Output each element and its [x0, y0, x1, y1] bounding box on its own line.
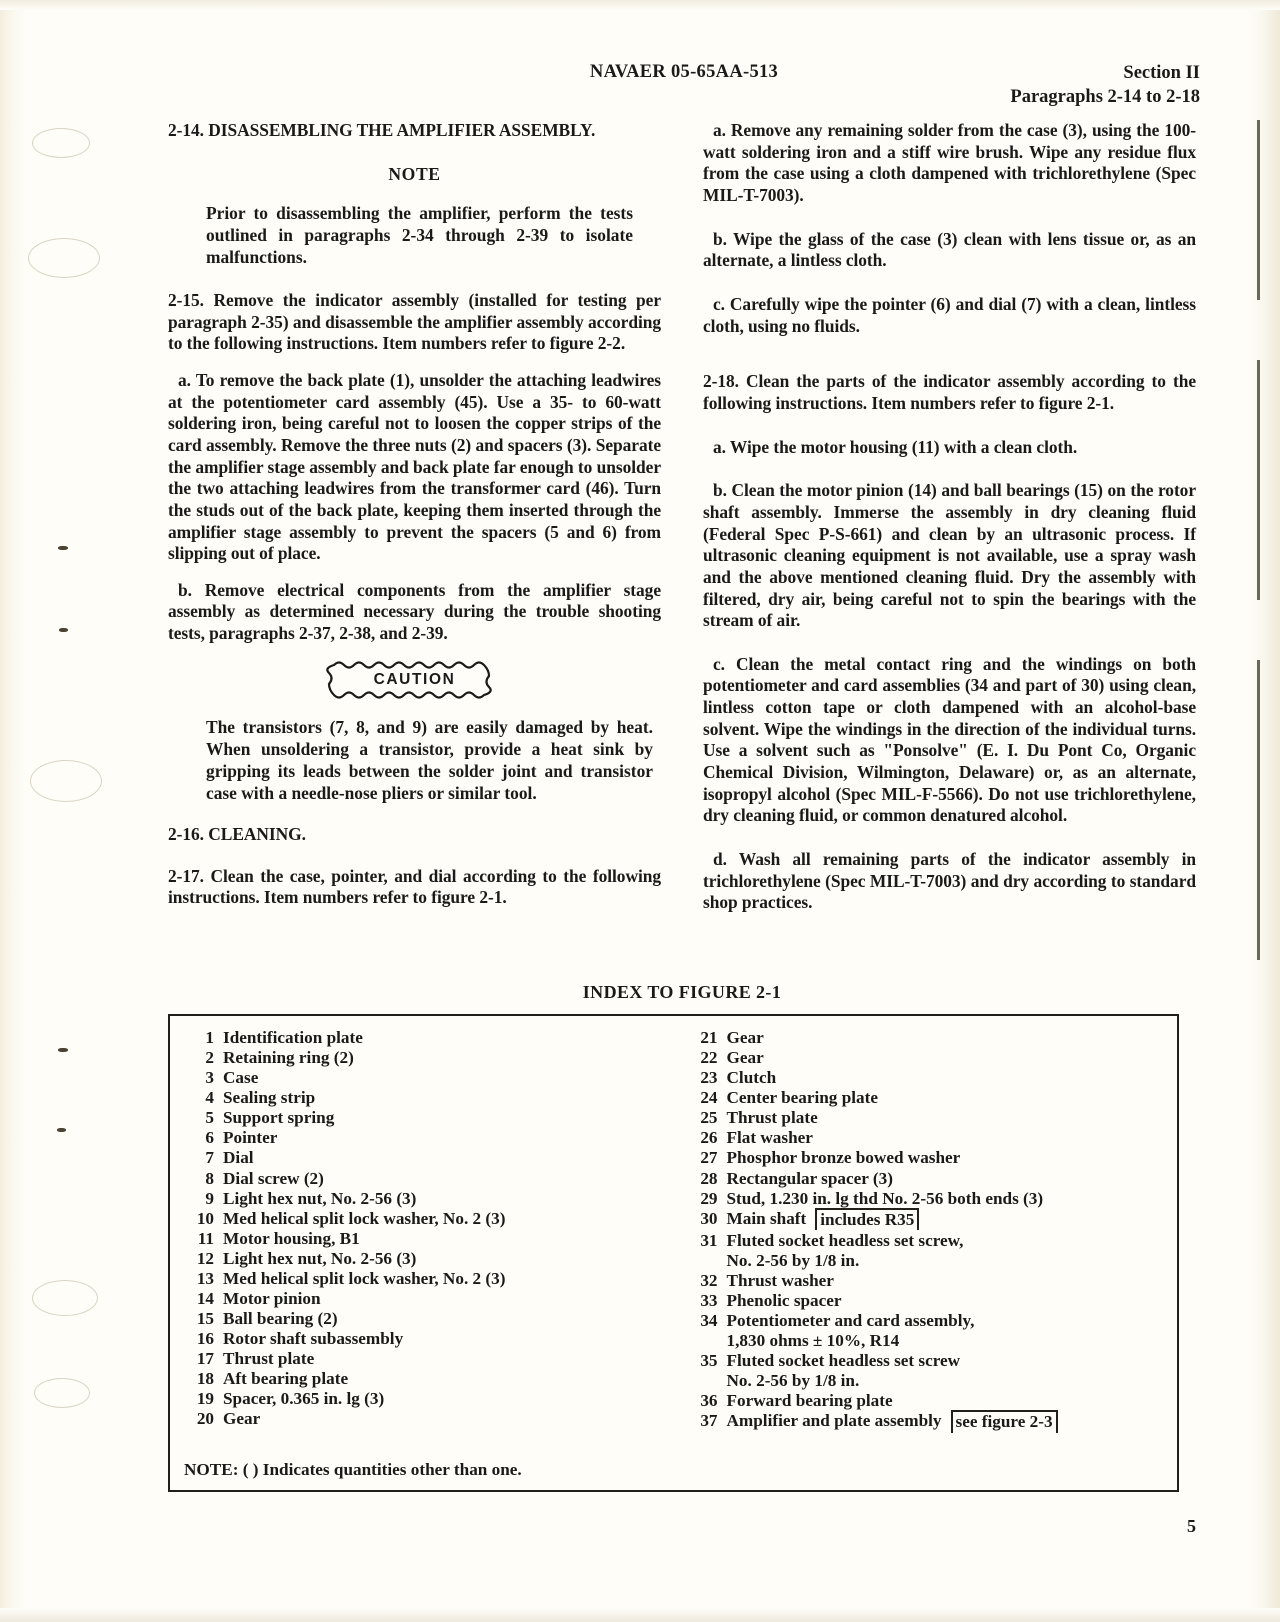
index-item-continuation: No. 2-56 by 1/8 in.	[726, 1250, 860, 1270]
note-label: NOTE	[388, 163, 441, 184]
index-item-row	[184, 1349, 674, 1369]
paragraph-2-15-a: a. To remove the back plate (1), unsolder the attaching leadwires at the potentiometer card assembly (45). Use a 35- to 60-watt soldering iron, being careful not to loosen the copper strips of the card assembly. Remove the three nuts (2) and spacers (3). Separate the amplifier stage assembly and back plate far enough to unsolder the two attaching leadwires from the transformer card (46). Turn the studs out of the back plate, keeping them inserted through the amplifier stage assembly to prevent the spacers (5 and 6) from slipping out of place.	[168, 369, 661, 564]
index-item-label: Forward bearing plate	[726, 1391, 893, 1411]
index-item-label: Identification plate	[223, 1028, 363, 1047]
index-item-row	[688, 1311, 1178, 1331]
index-item-row	[184, 1048, 674, 1068]
index-item-row	[688, 1209, 1178, 1231]
index-item-number: 3	[205, 1068, 214, 1088]
index-columns	[170, 1028, 1177, 1434]
index-item-label: Gear	[223, 1409, 261, 1429]
index-item-number: 16	[196, 1329, 214, 1349]
index-item-continuation: No. 2-56 by 1/8 in.	[726, 1371, 860, 1391]
paragraph-2-18: 2-18. Clean the parts of the indicator assembly according to the following instructions. Item numbers refer to figure 2-1.	[703, 371, 1196, 413]
index-item-label: Retaining ring (2)	[223, 1048, 354, 1068]
index-item-number: 14	[196, 1289, 214, 1309]
paragraph-2-18-b: b. Clean the motor pinion (14) and ball bearings (15) on the rotor shaft assembly. Immerse the assembly in dry cleaning fluid (Federal Spec P-S-661) and clean by an ultrasonic process. If ultrasonic cleaning equipment is not available, use a spray wash and the above mentioned cleaning fluid. Dry the assembly with filtered, dry air, being careful not to spin the bearings with the stream of air.	[703, 480, 1196, 631]
punch-hole-artifact	[34, 1378, 90, 1408]
index-item-label: Light hex nut, No. 2-56 (3)	[223, 1248, 417, 1268]
index-item-row	[688, 1108, 1178, 1128]
index-item-row	[688, 1271, 1178, 1291]
index-item-number: 34	[700, 1311, 718, 1331]
index-item-number: 12	[196, 1248, 214, 1268]
index-item-label: Center bearing plate	[726, 1088, 878, 1108]
page-number: 5	[1187, 1516, 1196, 1536]
index-item-number: 18	[196, 1369, 214, 1389]
right-column	[703, 120, 1196, 929]
index-item-number: 21	[700, 1028, 718, 1047]
heading-2-14: 2-14. DISASSEMBLING THE AMPLIFIER ASSEMBLY.	[168, 120, 596, 140]
index-item-row	[184, 1128, 674, 1148]
index-item-number: 4	[205, 1088, 214, 1108]
index-item-number: 8	[205, 1168, 214, 1188]
index-item-continuation: 1,830 ohms ± 10%, R14	[726, 1331, 900, 1351]
caution-box	[324, 658, 506, 702]
index-item-row	[184, 1269, 674, 1289]
index-item-row	[184, 1068, 674, 1088]
paragraph-2-18-d: d. Wash all remaining parts of the indicator assembly in trichlorethylene (Spec MIL-T-7003) and dry according to standard shop practices.	[703, 849, 1196, 913]
header-paragraph-range: Paragraphs 2-14 to 2-18	[1010, 86, 1200, 107]
index-item-label: Potentiometer and card assembly,	[726, 1311, 975, 1331]
index-item-label: Gear	[726, 1028, 764, 1047]
index-item-row	[184, 1369, 674, 1389]
index-item-number: 37	[700, 1411, 718, 1431]
index-item-label: Flat washer	[726, 1128, 813, 1148]
punch-hole-artifact	[32, 128, 90, 158]
index-item-number: 31	[700, 1230, 718, 1250]
index-item-label: Phosphor bronze bowed washer	[726, 1148, 961, 1168]
index-item-number: 13	[196, 1268, 214, 1288]
index-item-row	[184, 1028, 674, 1048]
index-item-row	[184, 1169, 674, 1189]
index-item-label: Motor pinion	[223, 1289, 321, 1309]
scan-edge-bottom	[0, 1608, 1280, 1622]
header-section-block	[1010, 62, 1200, 109]
caution-label: CAUTION	[373, 670, 456, 688]
index-item-label: Clutch	[726, 1068, 777, 1088]
index-item-number: 2	[205, 1048, 214, 1068]
index-item-label: Pointer	[223, 1128, 278, 1148]
header-section: Section II	[1123, 63, 1200, 83]
index-item-number: 29	[700, 1188, 718, 1208]
index-item-row	[184, 1409, 674, 1429]
index-item-row	[688, 1128, 1178, 1148]
scan-edge-bar-artifact	[1257, 660, 1260, 960]
index-item-row	[184, 1189, 674, 1209]
index-item-number: 11	[197, 1228, 214, 1248]
index-item-row	[184, 1088, 674, 1108]
index-item-label: Med helical split lock washer, No. 2 (3)	[223, 1268, 506, 1288]
scan-edge-left	[0, 0, 26, 1622]
index-item-number: 5	[205, 1108, 214, 1128]
index-item-row	[688, 1028, 1178, 1048]
punch-hole-artifact	[32, 1280, 98, 1316]
index-item-number: 6	[205, 1128, 214, 1148]
paragraph-2-17-c: c. Carefully wipe the pointer (6) and dial (7) with a clean, lintless cloth, using no fluids.	[703, 293, 1196, 336]
index-item-row	[688, 1231, 1178, 1251]
index-item-row	[184, 1329, 674, 1349]
index-item-row	[688, 1169, 1178, 1189]
scan-edge-right	[1246, 0, 1280, 1622]
index-item-number: 20	[196, 1409, 214, 1429]
index-item-label: Med helical split lock washer, No. 2 (3)	[223, 1208, 506, 1228]
index-item-row	[184, 1289, 674, 1309]
caution-box-wrapper	[168, 658, 661, 702]
index-item-row	[184, 1309, 674, 1329]
index-column-left	[170, 1028, 674, 1434]
index-item-label: Motor housing, B1	[223, 1228, 360, 1248]
page-header	[168, 62, 1200, 108]
caution-body: The transistors (7, 8, and 9) are easily damaged by heat. When unsoldering a transistor, provide a heat sink by gripping its leads between the solder joint and transistor case with a needle-nose pliers or similar tool.	[206, 716, 653, 804]
index-item-label: Rotor shaft subassembly	[223, 1329, 404, 1349]
index-item-row	[184, 1209, 674, 1229]
index-item-row	[688, 1048, 1178, 1068]
index-table-inner	[170, 1016, 1177, 1490]
index-table	[168, 1014, 1179, 1492]
index-item-label: Thrust plate	[726, 1108, 818, 1128]
index-item-row	[184, 1108, 674, 1128]
index-item-row	[688, 1189, 1178, 1209]
index-item-label: Gear	[726, 1048, 764, 1068]
index-column-right	[674, 1028, 1178, 1434]
scan-speck-artifact	[59, 628, 68, 632]
index-item-label: Dial screw (2)	[223, 1168, 324, 1188]
scan-speck-artifact	[58, 1048, 68, 1052]
index-item-row	[184, 1249, 674, 1269]
body-columns	[168, 120, 1196, 929]
index-item-number: 10	[196, 1208, 214, 1228]
index-item-label: Spacer, 0.365 in. lg (3)	[223, 1389, 385, 1409]
index-item-label: Stud, 1.230 in. lg thd No. 2-56 both ends (3)	[726, 1188, 1044, 1208]
index-item-row	[184, 1148, 674, 1168]
paragraph-2-17-b: b. Wipe the glass of the case (3) clean with lens tissue or, as an alternate, a lintless cloth.	[703, 228, 1196, 271]
index-item-boxed-note: see figure 2-3	[951, 1410, 1058, 1432]
index-item-label: Dial	[223, 1148, 254, 1168]
index-item-label: Ball bearing (2)	[223, 1309, 338, 1329]
index-item-number: 15	[196, 1309, 214, 1329]
paragraph-2-17-a: a. Remove any remaining solder from the case (3), using the 100-watt soldering iron and a stiff wire brush. Wipe any residue flux from the case using a cloth dampened with trichlorethylene (Spec MIL-T-7003).	[703, 120, 1196, 205]
heading-2-16: 2-16. CLEANING.	[168, 824, 306, 845]
index-item-number: 32	[700, 1270, 718, 1290]
index-item-row	[688, 1351, 1178, 1371]
paragraph-2-17: 2-17. Clean the case, pointer, and dial according to the following instructions. Item numbers refer to figure 2-1.	[168, 865, 661, 908]
index-item-label: Rectangular spacer (3)	[726, 1168, 893, 1188]
index-item-number: 7	[205, 1148, 214, 1168]
scan-speck-artifact	[57, 1128, 66, 1132]
index-item-label: Light hex nut, No. 2-56 (3)	[223, 1188, 417, 1208]
index-item-number: 36	[700, 1391, 718, 1411]
index-item-label: Main shaft	[726, 1208, 807, 1228]
index-item-number: 25	[700, 1108, 718, 1128]
index-item-label: Case	[223, 1068, 259, 1088]
index-title: INDEX TO FIGURE 2-1	[582, 982, 782, 1002]
paragraph-2-18-a: a. Wipe the motor housing (11) with a clean cloth.	[713, 436, 1078, 457]
header-document-number: NAVAER 05-65AA-513	[589, 62, 779, 82]
index-item-number: 22	[700, 1048, 718, 1068]
scan-speck-artifact	[58, 546, 68, 550]
index-item-row	[688, 1088, 1178, 1108]
index-item-number: 28	[700, 1168, 718, 1188]
index-item-row	[688, 1411, 1178, 1433]
scan-edge-top	[0, 0, 1280, 10]
punch-hole-artifact	[30, 760, 102, 802]
note-body: Prior to disassembling the amplifier, perform the tests outlined in paragraphs 2-34 through 2-39 to isolate malfunctions.	[206, 202, 633, 267]
index-item-label: Thrust plate	[223, 1349, 315, 1369]
paragraph-2-15: 2-15. Remove the indicator assembly (installed for testing per paragraph 2-35) and disassemble the amplifier assembly according to the following instructions. Item numbers refer to figure 2-2.	[168, 289, 661, 354]
paragraph-2-18-c: c. Clean the metal contact ring and the windings on both potentiometer and card assemblies (34 and part of 30) using clean, lintless cotton tape or cloth dampened with an alcohol-base solvent. Wipe the windings in the direction of the individual turns. Use a solvent such as "Ponsolve" (E. I. Du Pont Co, Organic Chemical Division, Wilmington, Delaware) or, as an alternate, isopropyl alcohol (Spec MIL-F-5566). Do not use trichlorethylene, dry cleaning fluid, or common denatured alcohol.	[703, 653, 1196, 826]
index-item-label: Phenolic spacer	[726, 1291, 842, 1311]
scan-edge-bar-artifact	[1257, 360, 1260, 600]
index-item-row	[184, 1229, 674, 1249]
index-item-label: Thrust washer	[726, 1270, 834, 1290]
index-item-label: Aft bearing plate	[223, 1369, 349, 1389]
index-item-row	[688, 1291, 1178, 1311]
index-item-number: 24	[700, 1088, 718, 1108]
index-item-row	[688, 1391, 1178, 1411]
index-item-label: Amplifier and plate assembly	[726, 1411, 942, 1431]
index-item-number: 35	[700, 1351, 718, 1371]
scan-edge-bar-artifact	[1257, 120, 1260, 300]
index-item-number: 26	[700, 1128, 718, 1148]
punch-hole-artifact	[28, 238, 100, 278]
index-item-row	[184, 1389, 674, 1409]
index-item-label: Fluted socket headless set screw,	[726, 1230, 964, 1250]
index-item-row	[688, 1068, 1178, 1088]
index-item-number: 19	[196, 1389, 214, 1409]
index-item-number: 30	[700, 1208, 718, 1228]
index-item-number: 33	[700, 1291, 718, 1311]
index-item-boxed-note: includes R35	[815, 1208, 919, 1230]
index-item-row	[688, 1148, 1178, 1168]
index-item-number: 23	[700, 1068, 718, 1088]
index-item-label: Support spring	[223, 1108, 335, 1128]
paragraph-2-15-b: b. Remove electrical components from the amplifier stage assembly as determined necessary during the trouble shooting tests, paragraphs 2-37, 2-38, and 2-39.	[168, 579, 661, 644]
index-item-number: 1	[205, 1028, 214, 1047]
index-item-number: 27	[700, 1148, 718, 1168]
index-item-number: 9	[205, 1188, 214, 1208]
left-column	[168, 120, 661, 929]
index-item-label: Fluted socket headless set screw	[726, 1351, 961, 1371]
index-footnote: NOTE: ( ) Indicates quantities other than one.	[184, 1460, 522, 1479]
index-item-label: Sealing strip	[223, 1088, 316, 1108]
index-item-number: 17	[196, 1349, 214, 1369]
